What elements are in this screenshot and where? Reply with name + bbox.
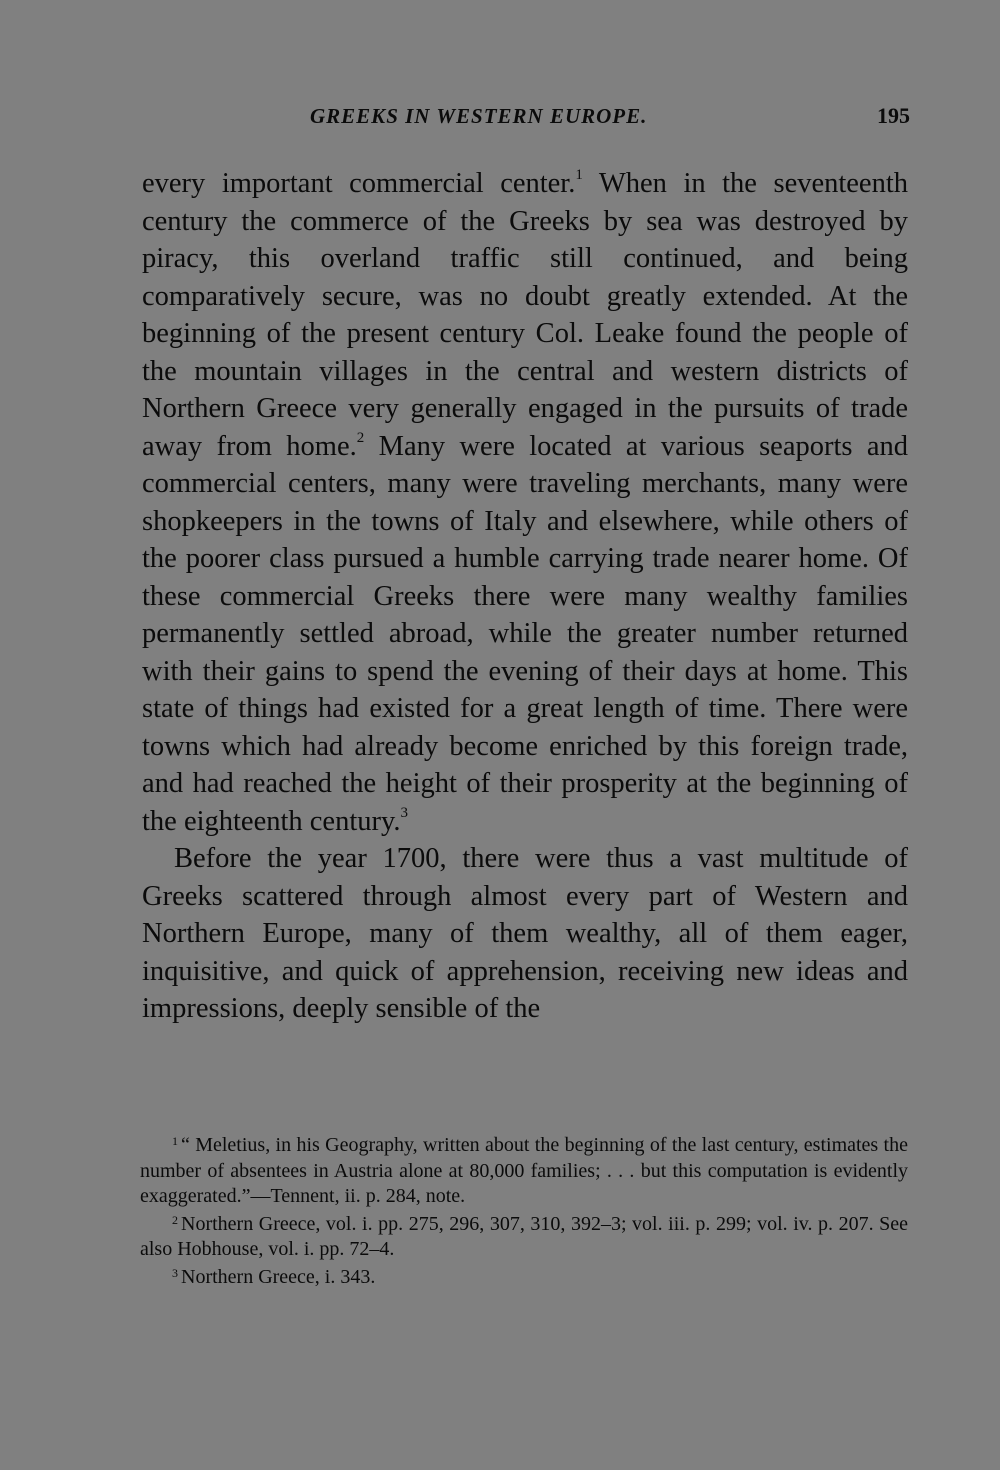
footnote-reference: 2 bbox=[356, 429, 365, 446]
running-title: GREEKS IN WESTERN EUROPE. bbox=[310, 104, 648, 128]
footnote-reference: 3 bbox=[400, 804, 409, 821]
footnote-mark: 3 bbox=[172, 1265, 178, 1280]
footnote-mark: 1 bbox=[172, 1134, 178, 1148]
footnote-text: “ Meletius, in his Geography, written about the beginning of the last century, estimates the number of absentees in Austria alone at 80,000 families; . . . but this computation is evidently exaggerated.”—Tennent, ii. p. 284, note. bbox=[140, 1134, 908, 1207]
paragraph-text: every important commercial center. bbox=[142, 168, 576, 199]
footnote-text: Northern Greece, vol. i. pp. 275, 296, 307, 310, 392–3; vol. iii. p. 299; vol. iv. p. 207. See also Hobhouse, vol. i. pp. 72–4. bbox=[140, 1212, 908, 1260]
paragraph bbox=[142, 165, 908, 840]
paragraph: Before the year 1700, there were thus a vast multitude of Greeks scattered through almost every part of Western and Northern Europe, many of them wealthy, all of them eager, inquisitive, and quick of apprehension, receiving new ideas and impressions, deeply sensible of the bbox=[142, 843, 908, 1024]
footnote bbox=[140, 1133, 908, 1210]
body-text bbox=[142, 165, 908, 1028]
paragraph-text: When in the seventeenth century the commerce of the Greeks by sea was destroyed by piracy, this overland traffic still continued, and being comparatively secure, was no doubt greatly extended. At the beginning of the present century Col. Leake found the people of the mountain villages in the central and western districts of Northern Greece very generally engaged in the pursuits of trade away from home. bbox=[142, 168, 909, 462]
footnotes bbox=[140, 1133, 908, 1292]
footnote-text: Northern Greece, i. 343. bbox=[181, 1265, 376, 1288]
footnote bbox=[140, 1212, 908, 1263]
paragraph-text: Many were located at various seaports and commercial centers, many were traveling merchants, many were shopkeepers in the towns of Italy and elsewhere, while others of the poorer class pursued a humble carrying trade nearer home. Of these commercial Greeks there were many wealthy families permanently settled abroad, while the greater number returned with their gains to spend the evening of their days at home. This state of things had existed for a great length of time. There were towns which had already become enriched by this foreign trade, and had reached the height of their prosperity at the beginning of the eighteenth century. bbox=[142, 430, 909, 837]
footnote-mark: 2 bbox=[172, 1212, 178, 1227]
footnote-reference: 1 bbox=[575, 167, 583, 183]
footnote bbox=[140, 1265, 908, 1291]
running-header bbox=[140, 96, 910, 136]
page-number: 195 bbox=[877, 103, 910, 128]
